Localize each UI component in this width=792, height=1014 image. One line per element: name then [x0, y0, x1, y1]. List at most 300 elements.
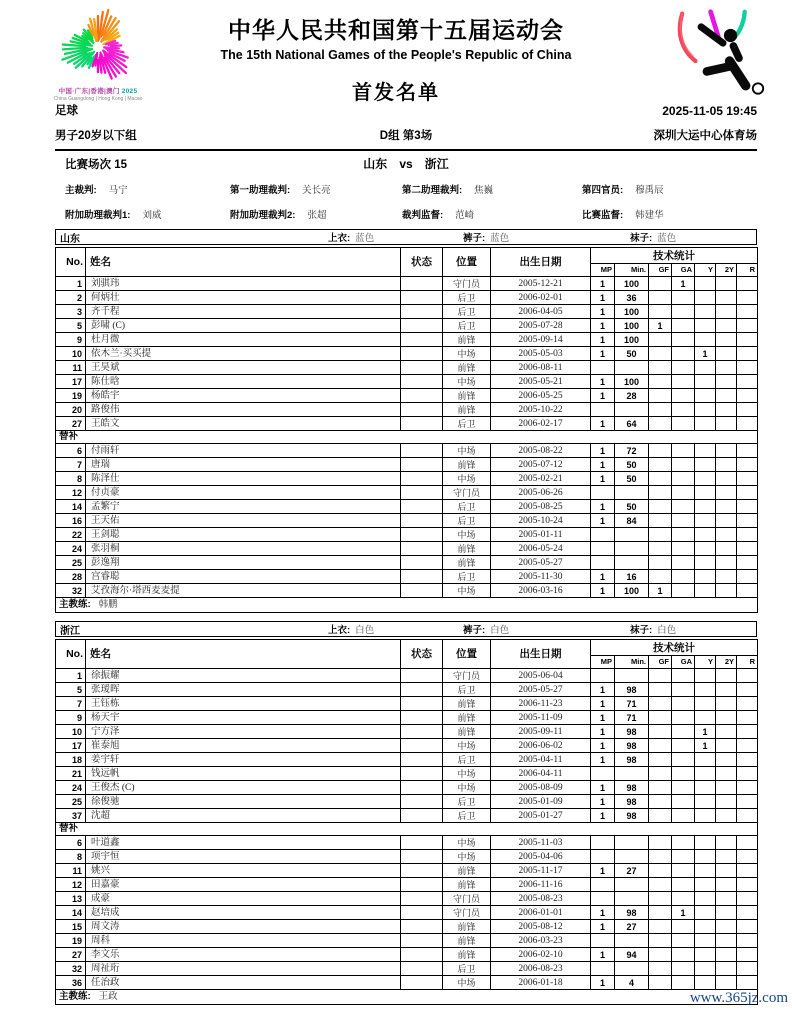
player-row	[56, 976, 758, 990]
cell-ga	[672, 976, 695, 990]
cell-name: 孟繁宁	[86, 500, 401, 514]
cell-dob: 2005-05-27	[491, 556, 591, 570]
cell-mp: 1	[591, 753, 615, 767]
cell-dob: 2005-01-27	[491, 809, 591, 823]
subs-section-label: 替补	[56, 823, 758, 836]
cell-name: 钱远帆	[86, 767, 401, 781]
cell-y	[695, 850, 716, 864]
match-number-label: 比赛场次	[65, 159, 111, 171]
cell-y	[695, 375, 716, 389]
cell-status	[401, 444, 443, 458]
cell-status	[401, 291, 443, 305]
cell-r	[737, 976, 758, 990]
player-row	[56, 795, 758, 809]
cell-y2	[716, 781, 737, 795]
cell-mp	[591, 767, 615, 781]
cell-status	[401, 878, 443, 892]
cell-min: 98	[615, 683, 649, 697]
cell-status	[401, 528, 443, 542]
cell-dob: 2005-05-27	[491, 683, 591, 697]
cell-gf	[649, 500, 672, 514]
cell-no: 14	[56, 906, 86, 920]
vs-label: vs	[399, 157, 413, 171]
cell-status	[401, 781, 443, 795]
cell-y	[695, 444, 716, 458]
subs-section-row	[56, 431, 758, 444]
cell-name: 项宇恒	[86, 850, 401, 864]
cell-min: 98	[615, 795, 649, 809]
cell-name: 徐振耀	[86, 669, 401, 683]
games-logo-caption	[36, 88, 160, 96]
cell-mp: 1	[591, 795, 615, 809]
cell-y2	[716, 948, 737, 962]
official-additional2: 附加助理裁判2: 张超	[230, 210, 327, 221]
venue-label: 深圳大运中心体育场	[653, 130, 757, 142]
cell-dob: 2005-11-30	[491, 570, 591, 584]
cell-r	[737, 584, 758, 598]
cell-no: 11	[56, 361, 86, 375]
home-team-name: 山东	[363, 157, 388, 171]
cell-min: 98	[615, 739, 649, 753]
cell-no: 32	[56, 962, 86, 976]
cell-ga	[672, 528, 695, 542]
home-kit-bar	[55, 229, 757, 245]
coach-row	[56, 990, 758, 1005]
cell-dob: 2006-08-23	[491, 962, 591, 976]
stat-header-mp: MP	[591, 656, 615, 669]
cell-name: 姚兴	[86, 864, 401, 878]
cell-no: 32	[56, 584, 86, 598]
cell-name: 付贞豪	[86, 486, 401, 500]
cell-status	[401, 906, 443, 920]
cell-no: 21	[56, 767, 86, 781]
player-row	[56, 711, 758, 725]
player-row	[56, 836, 758, 850]
cell-y	[695, 305, 716, 319]
cell-status	[401, 948, 443, 962]
cell-name: 姜宇轩	[86, 753, 401, 767]
cell-min: 27	[615, 920, 649, 934]
cell-no: 25	[56, 556, 86, 570]
cell-min	[615, 878, 649, 892]
cell-r	[737, 570, 758, 584]
cell-r	[737, 556, 758, 570]
cell-y2	[716, 514, 737, 528]
cell-status	[401, 892, 443, 906]
site-watermark-link[interactable]: www.365jz.com	[689, 990, 788, 1006]
cell-r	[737, 361, 758, 375]
cell-dob: 2005-01-09	[491, 795, 591, 809]
col-header-pos: 位置	[443, 248, 491, 277]
cell-ga	[672, 836, 695, 850]
player-row	[56, 472, 758, 486]
football-pictogram-icon	[666, 8, 778, 98]
sport-label: 足球	[55, 105, 78, 117]
cell-min	[615, 934, 649, 948]
cell-min: 4	[615, 976, 649, 990]
cell-r	[737, 850, 758, 864]
cell-mp	[591, 892, 615, 906]
cell-y2	[716, 486, 737, 500]
player-row	[56, 542, 758, 556]
cell-name: 王钰栋	[86, 697, 401, 711]
cell-gf	[649, 934, 672, 948]
cell-status	[401, 305, 443, 319]
logo-caption-en: China Guangdong | Hong Kong | Macao	[53, 96, 143, 102]
cell-y2	[716, 753, 737, 767]
cell-ga	[672, 767, 695, 781]
cell-y	[695, 795, 716, 809]
cell-r	[737, 795, 758, 809]
player-row	[56, 291, 758, 305]
cell-status	[401, 962, 443, 976]
cell-gf	[649, 836, 672, 850]
cell-name: 陈泽仕	[86, 472, 401, 486]
cell-name: 周祉珩	[86, 962, 401, 976]
cell-pos: 后卫	[443, 417, 491, 431]
kit-shorts: 裤子: 白色	[463, 625, 510, 636]
cell-pos: 前锋	[443, 542, 491, 556]
cell-min: 71	[615, 711, 649, 725]
cell-y	[695, 683, 716, 697]
cell-y: 1	[695, 347, 716, 361]
cell-y	[695, 403, 716, 417]
cell-y2	[716, 417, 737, 431]
cell-gf: 1	[649, 319, 672, 333]
cell-y2	[716, 809, 737, 823]
player-row	[56, 570, 758, 584]
cell-dob: 2005-11-09	[491, 711, 591, 725]
cell-y2	[716, 305, 737, 319]
cell-dob: 2005-09-14	[491, 333, 591, 347]
cell-dob: 2005-11-03	[491, 836, 591, 850]
cell-y2	[716, 389, 737, 403]
cell-ga	[672, 725, 695, 739]
cell-gf	[649, 333, 672, 347]
player-row	[56, 920, 758, 934]
col-header-status: 状态	[401, 248, 443, 277]
cell-min	[615, 850, 649, 864]
cell-min: 94	[615, 948, 649, 962]
cell-no: 24	[56, 542, 86, 556]
cell-mp: 1	[591, 809, 615, 823]
cell-gf	[649, 389, 672, 403]
cell-name: 宁方泽	[86, 725, 401, 739]
cell-no: 5	[56, 319, 86, 333]
cell-mp: 1	[591, 570, 615, 584]
cell-mp: 1	[591, 864, 615, 878]
cell-no: 27	[56, 948, 86, 962]
cell-r	[737, 711, 758, 725]
cell-min	[615, 892, 649, 906]
cell-name: 付雨轩	[86, 444, 401, 458]
cell-y2	[716, 375, 737, 389]
cell-mp: 1	[591, 458, 615, 472]
stat-header-2y: 2Y	[716, 264, 737, 277]
player-row	[56, 669, 758, 683]
col-header-stats: 技术统计	[591, 640, 758, 656]
cell-y2	[716, 458, 737, 472]
cell-ga	[672, 962, 695, 976]
cell-r	[737, 892, 758, 906]
cell-gf	[649, 878, 672, 892]
cell-dob: 2005-10-24	[491, 514, 591, 528]
cell-gf	[649, 417, 672, 431]
stat-header-min: Min.	[615, 656, 649, 669]
cell-dob: 2006-06-02	[491, 739, 591, 753]
cell-no: 24	[56, 781, 86, 795]
cell-no: 3	[56, 305, 86, 319]
cell-name: 路俊伟	[86, 403, 401, 417]
cell-status	[401, 417, 443, 431]
official-referee: 主裁判: 马宁	[65, 185, 128, 196]
cell-gf	[649, 753, 672, 767]
cell-min: 36	[615, 291, 649, 305]
cell-status	[401, 542, 443, 556]
cell-mp: 1	[591, 739, 615, 753]
cell-dob: 2006-04-11	[491, 767, 591, 781]
games-logo-burst	[57, 6, 139, 88]
cell-gf	[649, 683, 672, 697]
col-header-dob: 出生日期	[491, 248, 591, 277]
cell-gf	[649, 291, 672, 305]
cell-no: 36	[56, 976, 86, 990]
matchup	[55, 155, 757, 172]
cell-min	[615, 542, 649, 556]
cell-mp: 1	[591, 584, 615, 598]
cell-gf	[649, 375, 672, 389]
cell-min: 72	[615, 444, 649, 458]
cell-status	[401, 500, 443, 514]
cell-no: 1	[56, 669, 86, 683]
cell-y2	[716, 333, 737, 347]
cell-gf	[649, 458, 672, 472]
cell-r	[737, 836, 758, 850]
cell-ga: 1	[672, 277, 695, 291]
cell-r	[737, 347, 758, 361]
cell-gf	[649, 570, 672, 584]
cell-r	[737, 697, 758, 711]
cell-ga	[672, 319, 695, 333]
cell-y2	[716, 725, 737, 739]
cell-gf	[649, 892, 672, 906]
official-match-supervisor: 比赛监督: 韩建华	[582, 210, 664, 221]
cell-y2	[716, 795, 737, 809]
cell-gf	[649, 920, 672, 934]
player-row	[56, 962, 758, 976]
cell-min: 100	[615, 319, 649, 333]
player-row	[56, 528, 758, 542]
cell-status	[401, 725, 443, 739]
cell-pos: 后卫	[443, 291, 491, 305]
cell-min: 50	[615, 500, 649, 514]
cell-gf	[649, 976, 672, 990]
cell-min: 100	[615, 277, 649, 291]
official-referee-supervisor: 裁判监督: 范崎	[402, 210, 475, 221]
cell-ga	[672, 333, 695, 347]
cell-mp	[591, 528, 615, 542]
cell-pos: 前锋	[443, 556, 491, 570]
cell-pos: 后卫	[443, 683, 491, 697]
cell-pos: 中场	[443, 767, 491, 781]
cell-name: 沈超	[86, 809, 401, 823]
home-starters	[56, 277, 758, 431]
cell-pos: 前锋	[443, 920, 491, 934]
cell-pos: 前锋	[443, 333, 491, 347]
cell-y	[695, 514, 716, 528]
player-row	[56, 333, 758, 347]
games-logo	[36, 6, 160, 102]
coach-label: 主教练:	[59, 599, 91, 610]
cell-y	[695, 864, 716, 878]
cell-min: 64	[615, 417, 649, 431]
cell-gf	[649, 528, 672, 542]
away-kit-bar	[55, 621, 757, 637]
cell-mp: 1	[591, 514, 615, 528]
cell-y	[695, 948, 716, 962]
kit-socks: 袜子: 白色	[630, 625, 677, 636]
kit-shorts: 裤子: 蓝色	[463, 233, 510, 244]
player-row	[56, 683, 758, 697]
cell-gf	[649, 711, 672, 725]
cell-gf	[649, 669, 672, 683]
cell-r	[737, 528, 758, 542]
cell-name: 李文乐	[86, 948, 401, 962]
cell-mp	[591, 486, 615, 500]
cell-ga	[672, 920, 695, 934]
cell-mp: 1	[591, 375, 615, 389]
cell-r	[737, 739, 758, 753]
cell-pos: 前锋	[443, 725, 491, 739]
cell-pos: 后卫	[443, 305, 491, 319]
cell-gf	[649, 403, 672, 417]
player-row	[56, 486, 758, 500]
col-header-dob: 出生日期	[491, 640, 591, 669]
away-roster-table	[55, 639, 758, 1005]
cell-y2	[716, 864, 737, 878]
cell-min: 98	[615, 906, 649, 920]
cell-name: 成豪	[86, 892, 401, 906]
cell-ga	[672, 556, 695, 570]
cell-y: 1	[695, 725, 716, 739]
cell-min	[615, 962, 649, 976]
cell-ga	[672, 934, 695, 948]
cell-pos: 前锋	[443, 403, 491, 417]
cell-gf	[649, 486, 672, 500]
cell-r	[737, 458, 758, 472]
kit-socks: 袜子: 蓝色	[630, 233, 677, 244]
cell-y	[695, 389, 716, 403]
cell-name: 依木兰·买买提	[86, 347, 401, 361]
cell-pos: 前锋	[443, 864, 491, 878]
official-additional1: 附加助理裁判1: 刘威	[65, 210, 162, 221]
player-row	[56, 556, 758, 570]
player-row	[56, 781, 758, 795]
cell-gf	[649, 277, 672, 291]
cell-y2	[716, 319, 737, 333]
cell-y: 1	[695, 739, 716, 753]
cell-r	[737, 864, 758, 878]
cell-ga	[672, 458, 695, 472]
cell-dob: 2006-03-23	[491, 934, 591, 948]
cell-status	[401, 458, 443, 472]
cell-mp	[591, 361, 615, 375]
player-row	[56, 305, 758, 319]
cell-pos: 守门员	[443, 486, 491, 500]
cell-y2	[716, 361, 737, 375]
cell-ga	[672, 291, 695, 305]
cell-gf	[649, 444, 672, 458]
cell-mp: 1	[591, 500, 615, 514]
header-titles	[170, 12, 622, 105]
cell-pos: 前锋	[443, 934, 491, 948]
cell-min	[615, 556, 649, 570]
cell-status	[401, 836, 443, 850]
player-row	[56, 892, 758, 906]
cell-dob: 2006-05-25	[491, 389, 591, 403]
stat-header-r: R	[737, 264, 758, 277]
cell-status	[401, 361, 443, 375]
category-label: 男子20岁以下组	[55, 130, 137, 142]
player-row	[56, 277, 758, 291]
player-row	[56, 850, 758, 864]
cell-no: 20	[56, 403, 86, 417]
cell-dob: 2005-09-11	[491, 725, 591, 739]
cell-name: 何炳壮	[86, 291, 401, 305]
away-subs	[56, 836, 758, 990]
cell-no: 2	[56, 291, 86, 305]
cell-r	[737, 403, 758, 417]
cell-name: 周文涛	[86, 920, 401, 934]
cell-mp: 1	[591, 347, 615, 361]
official-assistant1: 第一助理裁判: 关长亮	[230, 185, 331, 196]
cell-ga	[672, 781, 695, 795]
stat-header-gf: GF	[649, 264, 672, 277]
cell-y2	[716, 528, 737, 542]
player-row	[56, 458, 758, 472]
player-row	[56, 767, 758, 781]
cell-name: 彭啸 (C)	[86, 319, 401, 333]
cell-mp: 1	[591, 781, 615, 795]
cell-r	[737, 753, 758, 767]
cell-r	[737, 669, 758, 683]
cell-dob: 2005-08-25	[491, 500, 591, 514]
cell-no: 7	[56, 458, 86, 472]
cell-y2	[716, 403, 737, 417]
col-header-pos: 位置	[443, 640, 491, 669]
cell-pos: 后卫	[443, 319, 491, 333]
cell-y	[695, 417, 716, 431]
cell-ga	[672, 892, 695, 906]
cell-min	[615, 361, 649, 375]
cell-name: 任治政	[86, 976, 401, 990]
cell-gf	[649, 305, 672, 319]
cell-pos: 中场	[443, 850, 491, 864]
cell-y2	[716, 697, 737, 711]
cell-y	[695, 528, 716, 542]
cell-y2	[716, 906, 737, 920]
cell-status	[401, 375, 443, 389]
cell-min: 98	[615, 781, 649, 795]
cell-pos: 中场	[443, 472, 491, 486]
cell-name: 王昊斌	[86, 361, 401, 375]
official-fourth: 第四官员: 穆禹辰	[582, 185, 664, 196]
cell-dob: 2005-06-04	[491, 669, 591, 683]
cell-r	[737, 500, 758, 514]
cell-ga	[672, 500, 695, 514]
cell-r	[737, 934, 758, 948]
cell-dob: 2005-10-22	[491, 403, 591, 417]
